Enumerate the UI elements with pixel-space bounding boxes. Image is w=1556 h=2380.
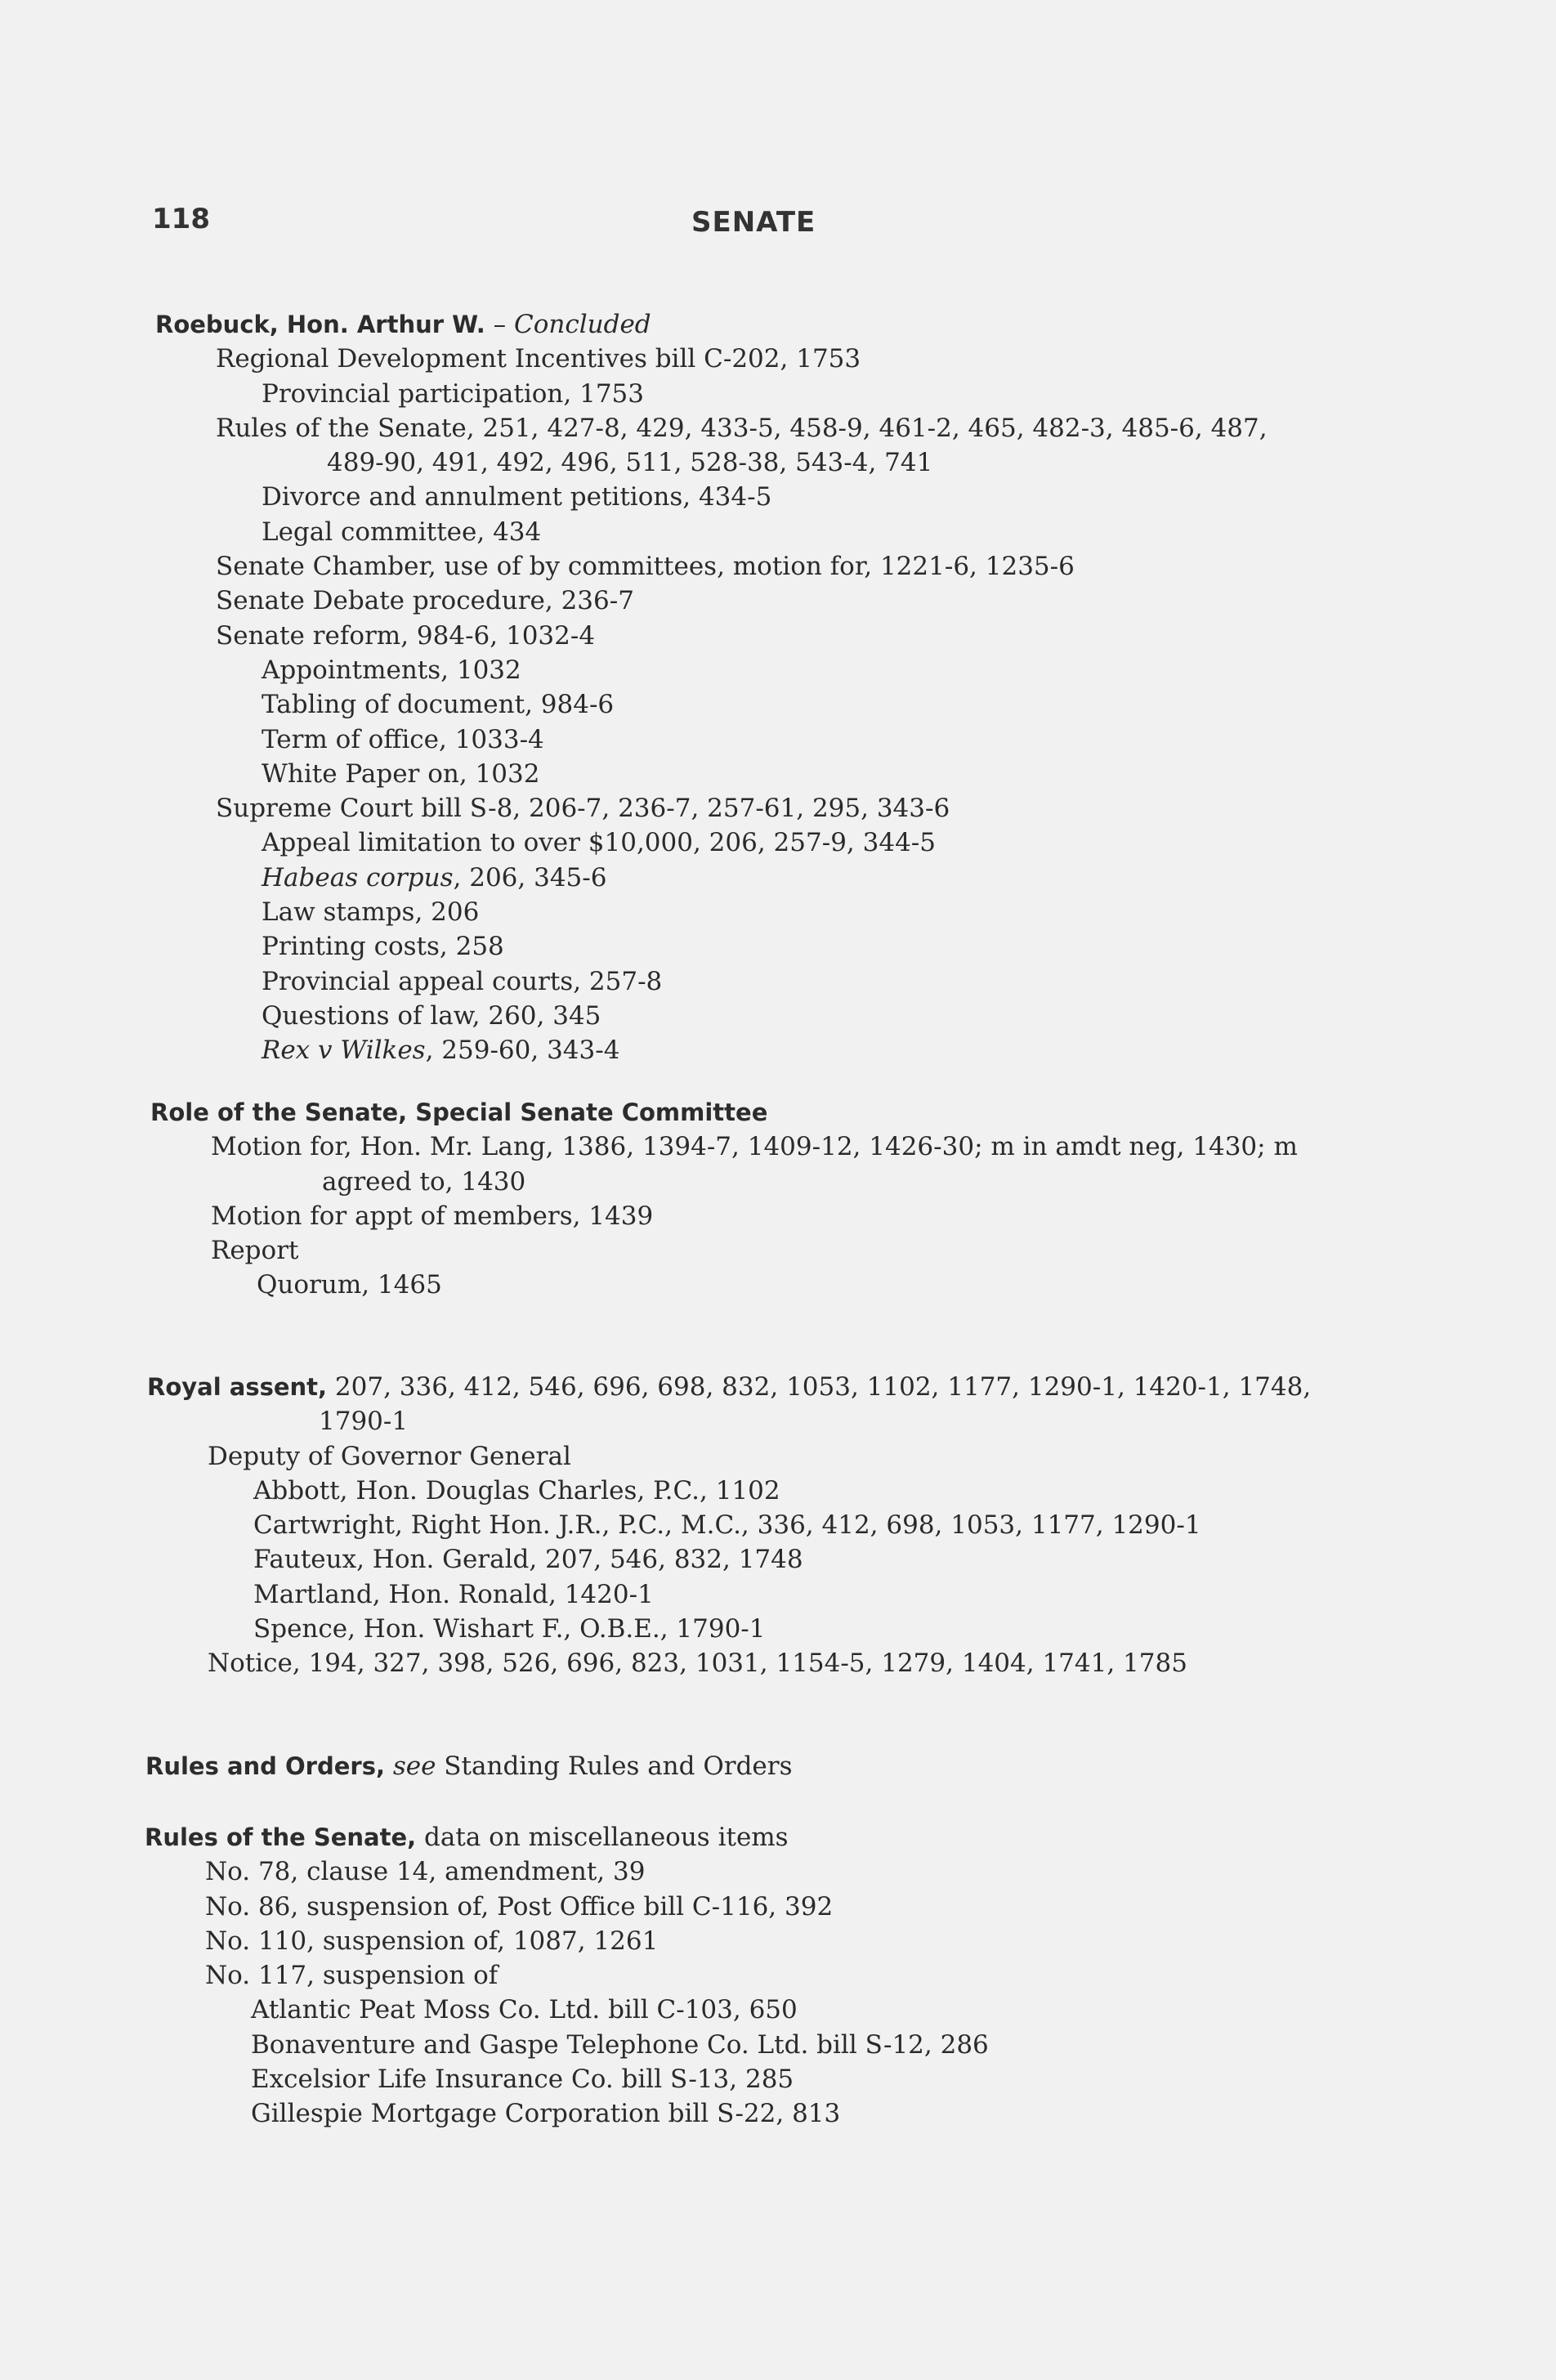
subentry-line [147,1612,1556,1646]
subentry-line [155,895,1556,929]
subentry-line [155,757,1556,791]
subentry-line [147,1577,1556,1612]
entry-heading [155,307,1556,342]
entry-line [145,1958,1556,1993]
line-text: Spence, Hon. Wishart F., O.B.E., 1790-1 [253,1614,766,1644]
case-name: Habeas corpus [262,862,454,892]
line-text: Senate reform, 984-6, 1032-4 [216,620,596,651]
entry-line [155,342,1556,376]
line-text: Provincial participation, 1753 [262,378,644,409]
subentry-line [155,964,1556,999]
entry-line [155,411,1556,445]
entry-line [155,791,1556,825]
heading-separator [327,1372,335,1402]
line-text: Senate Chamber, use of by committees, motion for, 1221-6, 1235-6 [216,552,1075,582]
subentry-line [150,1268,1556,1302]
line-text: Martland, Hon. Ronald, 1420-1 [253,1579,654,1609]
page-title: SENATE [691,206,816,239]
index-entry-rules-orders [145,1749,1556,1783]
line-text: Law stamps, 206 [262,897,480,928]
index-entry-roebuck [155,307,1556,1068]
index-entry-royal [147,1370,1556,1681]
line-text: Motion for, Hon. Mr. Lang, 1386, 1394-7, 1409-12, 1426-30; m in amdt neg, 1430; m [211,1132,1298,1162]
heading-separator [416,1823,424,1852]
subentry-line [155,861,1556,895]
entry-line [155,549,1556,584]
line-text: 1790-1 [319,1407,409,1437]
entry-line [145,1890,1556,1924]
line-text: Motion for appt of members, 1439 [211,1201,654,1231]
line-text: White Paper on, 1032 [262,758,540,789]
entry-line [150,1199,1556,1233]
entry-heading [150,1095,1556,1130]
page-number: 118 [152,203,210,235]
continuation-line [155,445,1556,480]
line-text: , 206, 345-6 [453,862,607,892]
line-text: Provincial appeal courts, 257-8 [262,966,663,996]
line-text: Bonaventure and Gaspe Telephone Co. Ltd. bill S-12, 286 [251,2029,989,2060]
subentry-line [145,2062,1556,2096]
subentry-line [155,377,1556,411]
line-text: Questions of law, 260, 345 [262,1000,601,1031]
heading-see-word: see [392,1751,436,1781]
line-text: Legal committee, 434 [262,517,542,547]
subentry-line [145,2096,1556,2131]
subentry-line [145,1993,1556,2027]
heading-detail: 207, 336, 412, 546, 696, 698, 832, 1053, 1102, 1177, 1290-1, 1420-1, 1748, [334,1372,1312,1402]
subentry-line [155,722,1556,757]
line-text: Report [211,1236,299,1266]
line-text: Regional Development Incentives bill C-202, 1753 [216,344,861,374]
line-text: Senate Debate procedure, 236-7 [216,586,634,616]
line-text: No. 78, clause 14, amendment, 39 [205,1857,646,1887]
entry-line [147,1646,1556,1680]
line-text: Printing costs, 258 [262,932,504,962]
heading-detail: data on miscellaneous items [424,1823,789,1852]
entry-heading [147,1370,1556,1404]
index-entry-role [150,1095,1556,1303]
line-text: Gillespie Mortgage Corporation bill S-22, 813 [251,2099,841,2129]
entry-line [145,1924,1556,1958]
line-text: Atlantic Peat Moss Co. Ltd. bill C-103, 650 [251,1995,798,2025]
heading-detail: Standing Rules and Orders [436,1751,793,1781]
entry-line [150,1233,1556,1268]
heading-term: Rules and Orders, [145,1752,385,1780]
line-text: , 259-60, 343-4 [425,1036,620,1066]
line-text: Supreme Court bill S-8, 206-7, 236-7, 257-61, 295, 343-6 [216,794,950,824]
heading-term: Rules of the Senate, [145,1823,417,1851]
line-text: agreed to, 1430 [322,1166,526,1197]
index-entry-rules-senate [145,1820,1556,2132]
line-text: Appeal limitation to over $10,000, 206, 257-9, 344-5 [262,828,936,858]
entry-line [147,1439,1556,1474]
line-text: Excelsior Life Insurance Co. bill S-13, 285 [251,2065,794,2095]
continuation-line [147,1404,1556,1438]
case-name: Rex v Wilkes [262,1036,426,1066]
subentry-line [155,825,1556,860]
subentry-line [155,515,1556,549]
heading-detail: Concluded [514,310,651,339]
entry-heading [145,1749,1556,1783]
line-text: 489-90, 491, 492, 496, 511, 528-38, 543-4, 741 [327,448,933,478]
entry-heading [145,1820,1556,1854]
subentry-line [147,1474,1556,1508]
line-text: Rules of the Senate, 251, 427-8, 429, 433-5, 458-9, 461-2, 465, 482-3, 485-6, 487, [216,413,1268,443]
subentry-line [147,1508,1556,1542]
heading-term: Role of the Senate, Special Senate Committee [150,1098,768,1126]
entry-line [145,1854,1556,1889]
continuation-line [150,1165,1556,1199]
subentry-line [145,2028,1556,2062]
line-text: Fauteux, Hon. Gerald, 207, 546, 832, 1748 [253,1545,803,1575]
line-text: No. 86, suspension of, Post Office bill C-116, 392 [205,1891,834,1921]
line-text: Notice, 194, 327, 398, 526, 696, 823, 1031, 1154-5, 1279, 1404, 1741, 1785 [208,1649,1187,1679]
subentry-line [155,687,1556,722]
heading-separator [385,1751,393,1781]
line-text: No. 117, suspension of [205,1961,499,1991]
heading-term: Roebuck, Hon. Arthur W. [155,311,485,338]
heading-term: Royal assent, [147,1373,328,1401]
line-text: No. 110, suspension of, 1087, 1261 [205,1926,659,1956]
entry-line [155,584,1556,618]
subentry-line [147,1542,1556,1577]
subentry-line [155,480,1556,514]
entry-line [150,1130,1556,1164]
line-text: Cartwright, Right Hon. J.R., P.C., M.C., 336, 412, 698, 1053, 1177, 1290-1 [253,1510,1201,1541]
subentry-line [155,1033,1556,1067]
subentry-line [155,653,1556,687]
line-text: Quorum, 1465 [257,1270,442,1300]
line-text: Deputy of Governor General [208,1441,571,1471]
line-text: Tabling of document, 984-6 [262,690,615,720]
subentry-line [155,929,1556,964]
line-text: Appointments, 1032 [262,655,521,685]
line-text: Term of office, 1033-4 [262,724,544,754]
entry-line [155,619,1556,653]
line-text: Divorce and annulment petitions, 434-5 [262,482,772,512]
heading-separator: – [485,310,515,339]
line-text: Abbott, Hon. Douglas Charles, P.C., 1102 [253,1475,780,1505]
subentry-line [155,999,1556,1033]
